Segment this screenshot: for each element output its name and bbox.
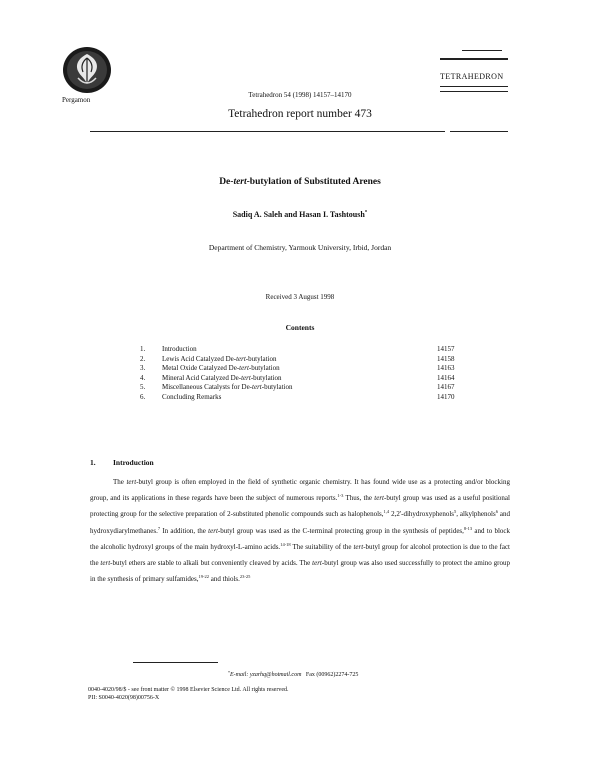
citation-ref: 8-13 (463, 525, 473, 531)
table-of-contents (140, 345, 470, 403)
header-rule (440, 91, 508, 92)
italic-run: tert (126, 478, 137, 486)
italic-run: tert (374, 494, 384, 503)
header-rule (440, 86, 508, 87)
journal-citation: Tetrahedron 54 (1998) 14157–14170 (248, 91, 352, 99)
citation-ref: 1,4 (383, 509, 390, 515)
text-run: and hydroxydiarylmethanes. (90, 510, 510, 535)
citation-ref: 5 (454, 509, 457, 515)
header-rule (462, 50, 502, 51)
citation-ref: 1-3 (337, 493, 344, 499)
toc-item: 1. Introduction 14157 (140, 345, 455, 353)
italic-run: tert (353, 542, 364, 551)
affiliation: Department of Chemistry, Yarmouk University, Irbid, Jordan (208, 243, 392, 252)
contents-heading: Contents (285, 323, 315, 332)
italic-run: tert (312, 559, 322, 568)
toc-item: 2. Lewis Acid Catalyzed De-tert-butylation 14158 (140, 354, 455, 363)
citation-ref: 6 (495, 509, 498, 515)
paper-title: De-tert-butylation of Substituted Arenes (219, 177, 381, 187)
citation-ref: 19-22 (198, 574, 209, 580)
correspondence-footnote: *E-mail: yzarhq@hotmail.com Fax (00962)2274-725 (228, 670, 359, 678)
text-run: The suitability of the (290, 542, 354, 551)
text-run: and thiols. (208, 575, 240, 584)
text-run: The (113, 478, 127, 486)
journal-name: TETRAHEDRON (440, 72, 504, 81)
toc-item: 4. Mineral Acid Catalyzed De-tert-butylation 14164 (140, 373, 455, 382)
report-title: Tetrahedron report number 473 (228, 108, 372, 120)
introduction-paragraph (90, 474, 510, 587)
pergamon-logo-icon (60, 44, 114, 96)
italic-run: tert (208, 526, 218, 535)
citation-ref: 7 (157, 525, 161, 531)
text-run: -butyl group was used as a useful positional protecting group for the selective preparation of 2-substituted phenolic compounds such as halophenols, (90, 494, 510, 519)
text-run: and to block the alcoholic hydroxyl groups of the main hydroxyl-L-amino acids. (90, 526, 511, 551)
publisher-name: Pergamon (62, 96, 91, 104)
toc-item: 3. Metal Oxide Catalyzed De-tert-butylation 14163 (140, 364, 455, 373)
text-run: -butyl ethers are stable to alkali but conveniently cleaved by acids. The (110, 559, 313, 568)
header-divider (450, 131, 508, 132)
pii-line: PII: S0040-4020(98)00756-X (88, 695, 160, 701)
italic-run: tert (100, 559, 111, 568)
header-rule (440, 58, 508, 60)
text-run: -butyl group was used as the C-terminal protecting group in the synthesis of peptides, (217, 526, 464, 535)
citation-ref: 23-25 (239, 574, 251, 580)
received-date: Received 3 August 1998 (265, 293, 335, 301)
toc-item: 5. Miscellaneous Catalysts for De-tert-butylation 14167 (140, 383, 455, 392)
toc-item: 6. Concluding Remarks 14170 (140, 392, 455, 401)
text-run: -butyl group was also used successfully to protect the amino group in the synthesis of primary sulfamides, (90, 559, 510, 584)
copyright-line: 0040-4020/98/$ - see front matter © 1998 Elsevier Science Ltd. All rights reserved. (88, 687, 289, 693)
text-run: -butyl group for alcohol protection is due to the fact the (90, 542, 511, 568)
text-run: -butyl group is often employed in the field of synthetic organic chemistry. It has found wide use as a protecting and/or blocking group, and its applications in these regards have been the subject of numerous reports. (90, 478, 510, 503)
header-divider (90, 131, 445, 132)
section-heading: 1. Introduction (90, 458, 154, 467)
citation-ref: 14-18 (280, 541, 291, 547)
text-run: In addition, the (160, 526, 209, 535)
text-run: Thus, the (343, 494, 375, 503)
footnote-rule (133, 662, 218, 663)
text-run: 2,2'-dihydroxyphenols (389, 510, 454, 519)
text-run: , alkylphenols (456, 510, 496, 519)
authors: Sadiq A. Saleh and Hasan I. Tashtoush* (232, 210, 368, 219)
